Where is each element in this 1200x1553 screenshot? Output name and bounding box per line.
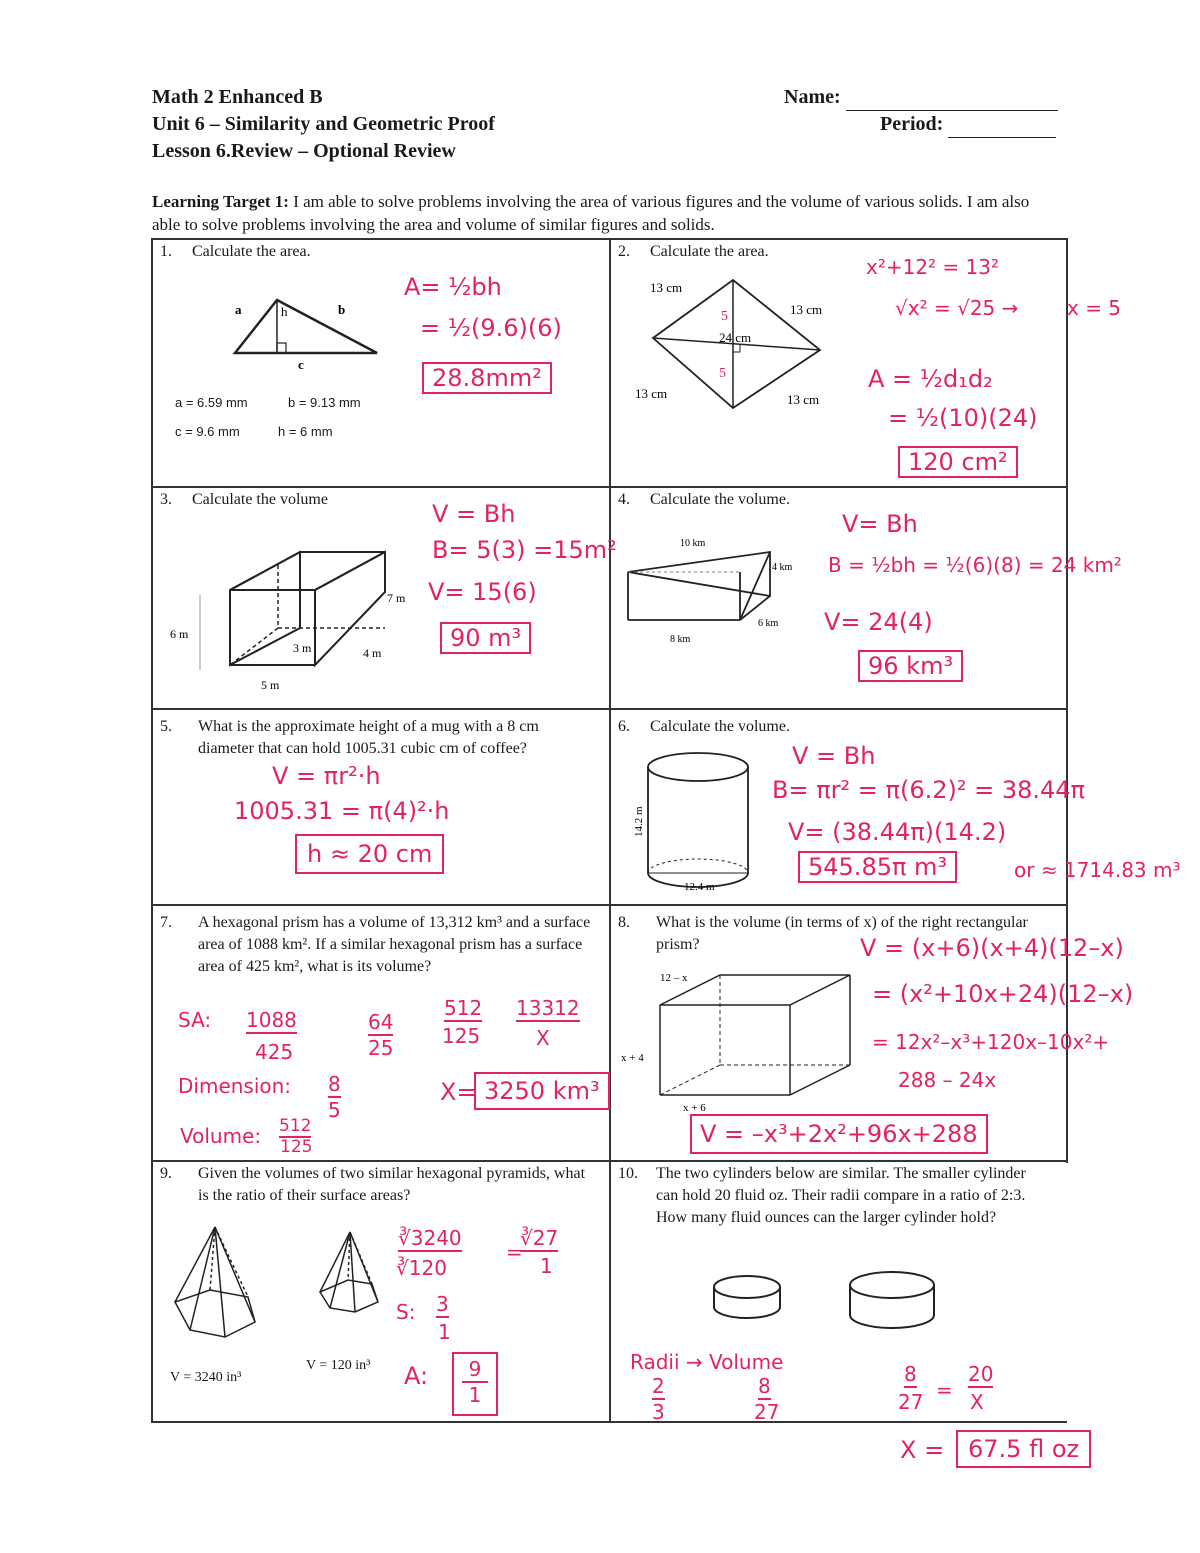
prism3-base: 5 m [261, 678, 280, 692]
p9-equals: = [506, 1240, 523, 1264]
rhombus-side-bl: 13 cm [635, 386, 668, 401]
grid-right-border [1066, 238, 1068, 1163]
p3-work-base: B= 5(3) =15m² [432, 536, 617, 564]
p9-result-den: 1 [540, 1254, 553, 1278]
grid-left-border [151, 238, 153, 1423]
problem-1-number: 1. [160, 243, 172, 260]
cylinder-diameter: 12.4 m [684, 881, 715, 893]
p1-answer-box: 28.8mm² [422, 362, 552, 394]
triangle-label-a: a [235, 302, 242, 317]
p7-answer [474, 1072, 610, 1110]
problem-4-prompt [618, 489, 790, 511]
problem-7-number: 7. [160, 914, 172, 931]
given-h: h = 6 mm [278, 424, 333, 439]
period-field[interactable] [880, 111, 1056, 138]
large-pyramid [175, 1227, 255, 1337]
triangle-label-c: c [298, 357, 304, 372]
rhombus-side-tl: 13 cm [650, 280, 683, 295]
p10-prop-num1: 8 [904, 1362, 917, 1386]
problem-1-text: Calculate the area. [192, 243, 311, 260]
problem-1-prompt [160, 241, 311, 263]
problem-10-number: 10. [618, 1165, 638, 1182]
given-a: a = 6.59 mm [175, 395, 248, 410]
p7-sa-label: SA: [178, 1008, 212, 1032]
p6-work-base: B= πr² = π(6.2)² = 38.44π [772, 776, 1085, 804]
problem-6-number: 6. [618, 718, 630, 735]
p10-prop-den1: 27 [898, 1390, 924, 1414]
given-c: c = 9.6 mm [175, 424, 240, 439]
small-pyramid [320, 1232, 378, 1312]
p10-volume-num: 8 [758, 1374, 771, 1398]
p2-work-sub: = ½(10)(24) [888, 404, 1038, 432]
p8-answer-box: V = –x³+2x²+96x+288 [690, 1114, 988, 1154]
p9-side-den: 1 [438, 1320, 451, 1344]
p7-dimension-den: 5 [328, 1098, 341, 1122]
p9-answer-den: 1 [468, 1383, 482, 1407]
prism3-small: 3 m [293, 641, 312, 655]
name-field[interactable] [784, 84, 1058, 111]
p2-answer-box: 120 cm² [898, 446, 1018, 478]
period-label: Period: [880, 113, 944, 135]
prism3-height: 6 m [170, 627, 189, 641]
problem-5-text: What is the approximate height of a mug with a 8 cm diameter that can hold 1005.31 cubic cm of coffee? [198, 718, 539, 757]
problem-9-number: 9. [160, 1165, 172, 1182]
grid-row-line-4 [151, 1160, 1067, 1162]
p10-answer [956, 1430, 1091, 1468]
p4-work-base: B = ½bh = ½(6)(8) = 24 km² [828, 553, 1122, 577]
triangle-figure [225, 290, 390, 375]
p8-work-line4: 288 – 24x [898, 1068, 997, 1092]
p7-answer-label: X= [440, 1078, 477, 1106]
problem-2-prompt [618, 241, 769, 263]
p2-work-x: x = 5 [1067, 296, 1122, 320]
p1-work-formula: A= ½bh [404, 273, 502, 301]
learning-target-label: Learning Target 1: [152, 192, 289, 211]
small-cylinder [714, 1276, 780, 1318]
p7-vol-ratio-num: 512 [444, 996, 483, 1020]
rhombus-half-top: 5 [721, 309, 728, 324]
p10-radii-den: 3 [652, 1400, 665, 1424]
problem-4-text: Calculate the volume. [650, 491, 790, 508]
p9-side-label: S: [396, 1300, 416, 1324]
rhombus-half-bottom: 5 [719, 366, 726, 381]
problem-10-text: The two cylinders below are similar. The smaller cylinder can hold 20 fluid oz. Their radii compare in a ratio of 2:3. How many fluid ounces can the larger cylinder hold? [656, 1165, 1026, 1226]
grid-top-border [151, 238, 1067, 240]
problem-2-text: Calculate the area. [650, 243, 769, 260]
cylinders-figure [700, 1265, 940, 1345]
p5-work-sub: 1005.31 = π(4)²·h [234, 797, 450, 825]
problem-7-text: A hexagonal prism has a volume of 13,312 km³ and a surface area of 1088 km². If a similar hexagonal prism has a surface area of 425 km², what is its volume? [198, 914, 591, 975]
p2-work-root: √x² = √25 → [895, 296, 1019, 320]
p10-answer-label: X = [900, 1436, 945, 1464]
p9-result-num: ∛27 [520, 1226, 559, 1250]
p7-volume-den: 125 [280, 1137, 313, 1157]
rhombus-side-br: 13 cm [787, 392, 820, 407]
p2-work-formula: A = ½d₁d₂ [868, 365, 993, 393]
p9-cbrt-num: ∛3240 [398, 1226, 462, 1250]
p9-cbrt-den: ∛120 [396, 1256, 447, 1280]
period-blank[interactable] [948, 115, 1056, 138]
p9-answer-box [452, 1352, 498, 1416]
pyramids-figure [160, 1222, 410, 1352]
p3-work-formula: V = Bh [432, 500, 516, 528]
p7-dimension-label: Dimension: [178, 1074, 292, 1098]
p5-answer [295, 834, 444, 874]
cylinder-height: 14.2 m [633, 806, 645, 837]
rhombus-diagonal: 24 cm [719, 330, 752, 345]
grid-row-line-2 [151, 708, 1067, 710]
grid-row-line-3 [151, 904, 1067, 906]
problem-4-number: 4. [618, 491, 630, 508]
learning-target [152, 190, 1042, 236]
p7-volume-label: Volume: [180, 1124, 262, 1148]
triangle-label-h: h [281, 304, 288, 319]
prism8-top: 12 – x [660, 972, 688, 984]
p8-work-line2: = (x²+10x+24)(12–x) [872, 980, 1134, 1008]
parallelepiped-figure [165, 540, 415, 695]
p10-prop-num2: 20 [968, 1362, 994, 1386]
p3-answer-box: 90 m³ [440, 622, 531, 654]
triangle-label-b: b [338, 302, 346, 317]
rhombus-figure [625, 272, 840, 422]
prism4-top: 10 km [680, 538, 706, 549]
p3-answer [440, 622, 531, 654]
p2-work-pythag: x²+12² = 13² [866, 255, 1000, 279]
prism4-height: 4 km [772, 562, 793, 573]
p4-answer-box: 96 km³ [858, 650, 963, 682]
p2-answer [898, 446, 1018, 478]
large-cylinder [850, 1272, 934, 1328]
grid-bottom-border [151, 1421, 1067, 1423]
given-b: b = 9.13 mm [288, 395, 361, 410]
p6-work-sub: V= (38.44π)(14.2) [788, 818, 1007, 846]
p7-vol-den: X [536, 1026, 550, 1050]
p10-prop-den2: X [970, 1390, 984, 1414]
problem-5-number: 5. [160, 718, 172, 735]
p7-dimension-num: 8 [328, 1072, 341, 1096]
p10-header: Radii → Volume [630, 1350, 784, 1374]
p6-answer-alt: or ≈ 1714.83 m³ [1014, 858, 1181, 882]
name-blank[interactable] [846, 88, 1058, 111]
p7-answer-box: 3250 km³ [474, 1072, 610, 1110]
p10-volume-den: 27 [754, 1400, 780, 1424]
problem-3-number: 3. [160, 491, 172, 508]
p1-answer [422, 362, 552, 394]
prism8-base: x + 6 [683, 1102, 706, 1114]
problem-3-text: Calculate the volume [192, 491, 328, 508]
p4-work-sub: V= 24(4) [824, 608, 933, 636]
pyramid-small-volume: V = 120 in³ [306, 1358, 371, 1373]
p3-work-sub: V= 15(6) [428, 578, 537, 606]
p8-work-line1: V = (x+6)(x+4)(12–x) [860, 934, 1124, 962]
problem-8-number: 8. [618, 914, 630, 931]
p9-answer-num: 9 [462, 1357, 488, 1383]
problem-6-prompt [618, 716, 790, 738]
p10-radii-num: 2 [652, 1374, 665, 1398]
p6-work-formula: V = Bh [792, 742, 876, 770]
rhombus-side-tr: 13 cm [790, 302, 823, 317]
problem-2-number: 2. [618, 243, 630, 260]
p7-ratio-den: 25 [368, 1036, 394, 1060]
triangular-prism-figure [620, 530, 820, 650]
p4-work-formula: V= Bh [842, 510, 918, 538]
p6-answer [798, 851, 957, 883]
learning-target-text: I am able to solve problems involving the area of various figures and the volume of various solids. I am also able to solve problems involving the area and volume of similar figures and solids. [152, 192, 1030, 234]
p5-answer-box: h ≈ 20 cm [295, 834, 444, 874]
p10-answer-box: 67.5 fl oz [956, 1430, 1091, 1468]
problem-3-prompt [160, 489, 328, 511]
p8-answer [690, 1114, 988, 1154]
prism4-side: 6 km [758, 618, 779, 629]
prism4-base: 8 km [670, 634, 691, 645]
p1-work-sub: = ½(9.6)(6) [420, 314, 562, 342]
p7-ratio-num: 64 [368, 1010, 394, 1034]
unit-title: Unit 6 – Similarity and Geometric Proof [152, 113, 495, 135]
p7-sa-den: 425 [255, 1040, 294, 1064]
course-title: Math 2 Enhanced B [152, 86, 323, 108]
p7-sa-num: 1088 [246, 1008, 297, 1032]
lesson-title: Lesson 6.Review – Optional Review [152, 140, 456, 162]
problem-8-text: What is the volume (in terms of x) of the right rectangular prism? [656, 914, 1028, 953]
prism8-height: x + 4 [621, 1052, 644, 1064]
name-label: Name: [784, 86, 841, 108]
grid-row-line-1 [151, 486, 1067, 488]
p5-work-formula: V = πr²·h [272, 762, 381, 790]
prism3-slant: 7 m [387, 591, 406, 605]
cylinder-figure [620, 745, 770, 895]
problem-9-text: Given the volumes of two similar hexagonal pyramids, what is the ratio of their surface areas? [198, 1165, 586, 1204]
p7-vol-num: 13312 [516, 996, 580, 1020]
prism3-depth: 4 m [363, 646, 382, 660]
p7-volume-num: 512 [279, 1116, 312, 1136]
p9-area-label: A: [404, 1362, 429, 1390]
p10-prop-equals: = [936, 1378, 953, 1402]
p9-side-num: 3 [436, 1292, 449, 1316]
rect-prism-figure [615, 965, 855, 1115]
p8-work-line3: = 12x²–x³+120x–10x²+ [872, 1030, 1110, 1054]
p4-answer [858, 650, 963, 682]
problem-6-text: Calculate the volume. [650, 718, 790, 735]
pyramid-large-volume: V = 3240 in³ [170, 1370, 242, 1385]
p6-answer-box: 545.85π m³ [798, 851, 957, 883]
p7-vol-ratio-den: 125 [442, 1024, 481, 1048]
grid-center-line [609, 238, 611, 1423]
